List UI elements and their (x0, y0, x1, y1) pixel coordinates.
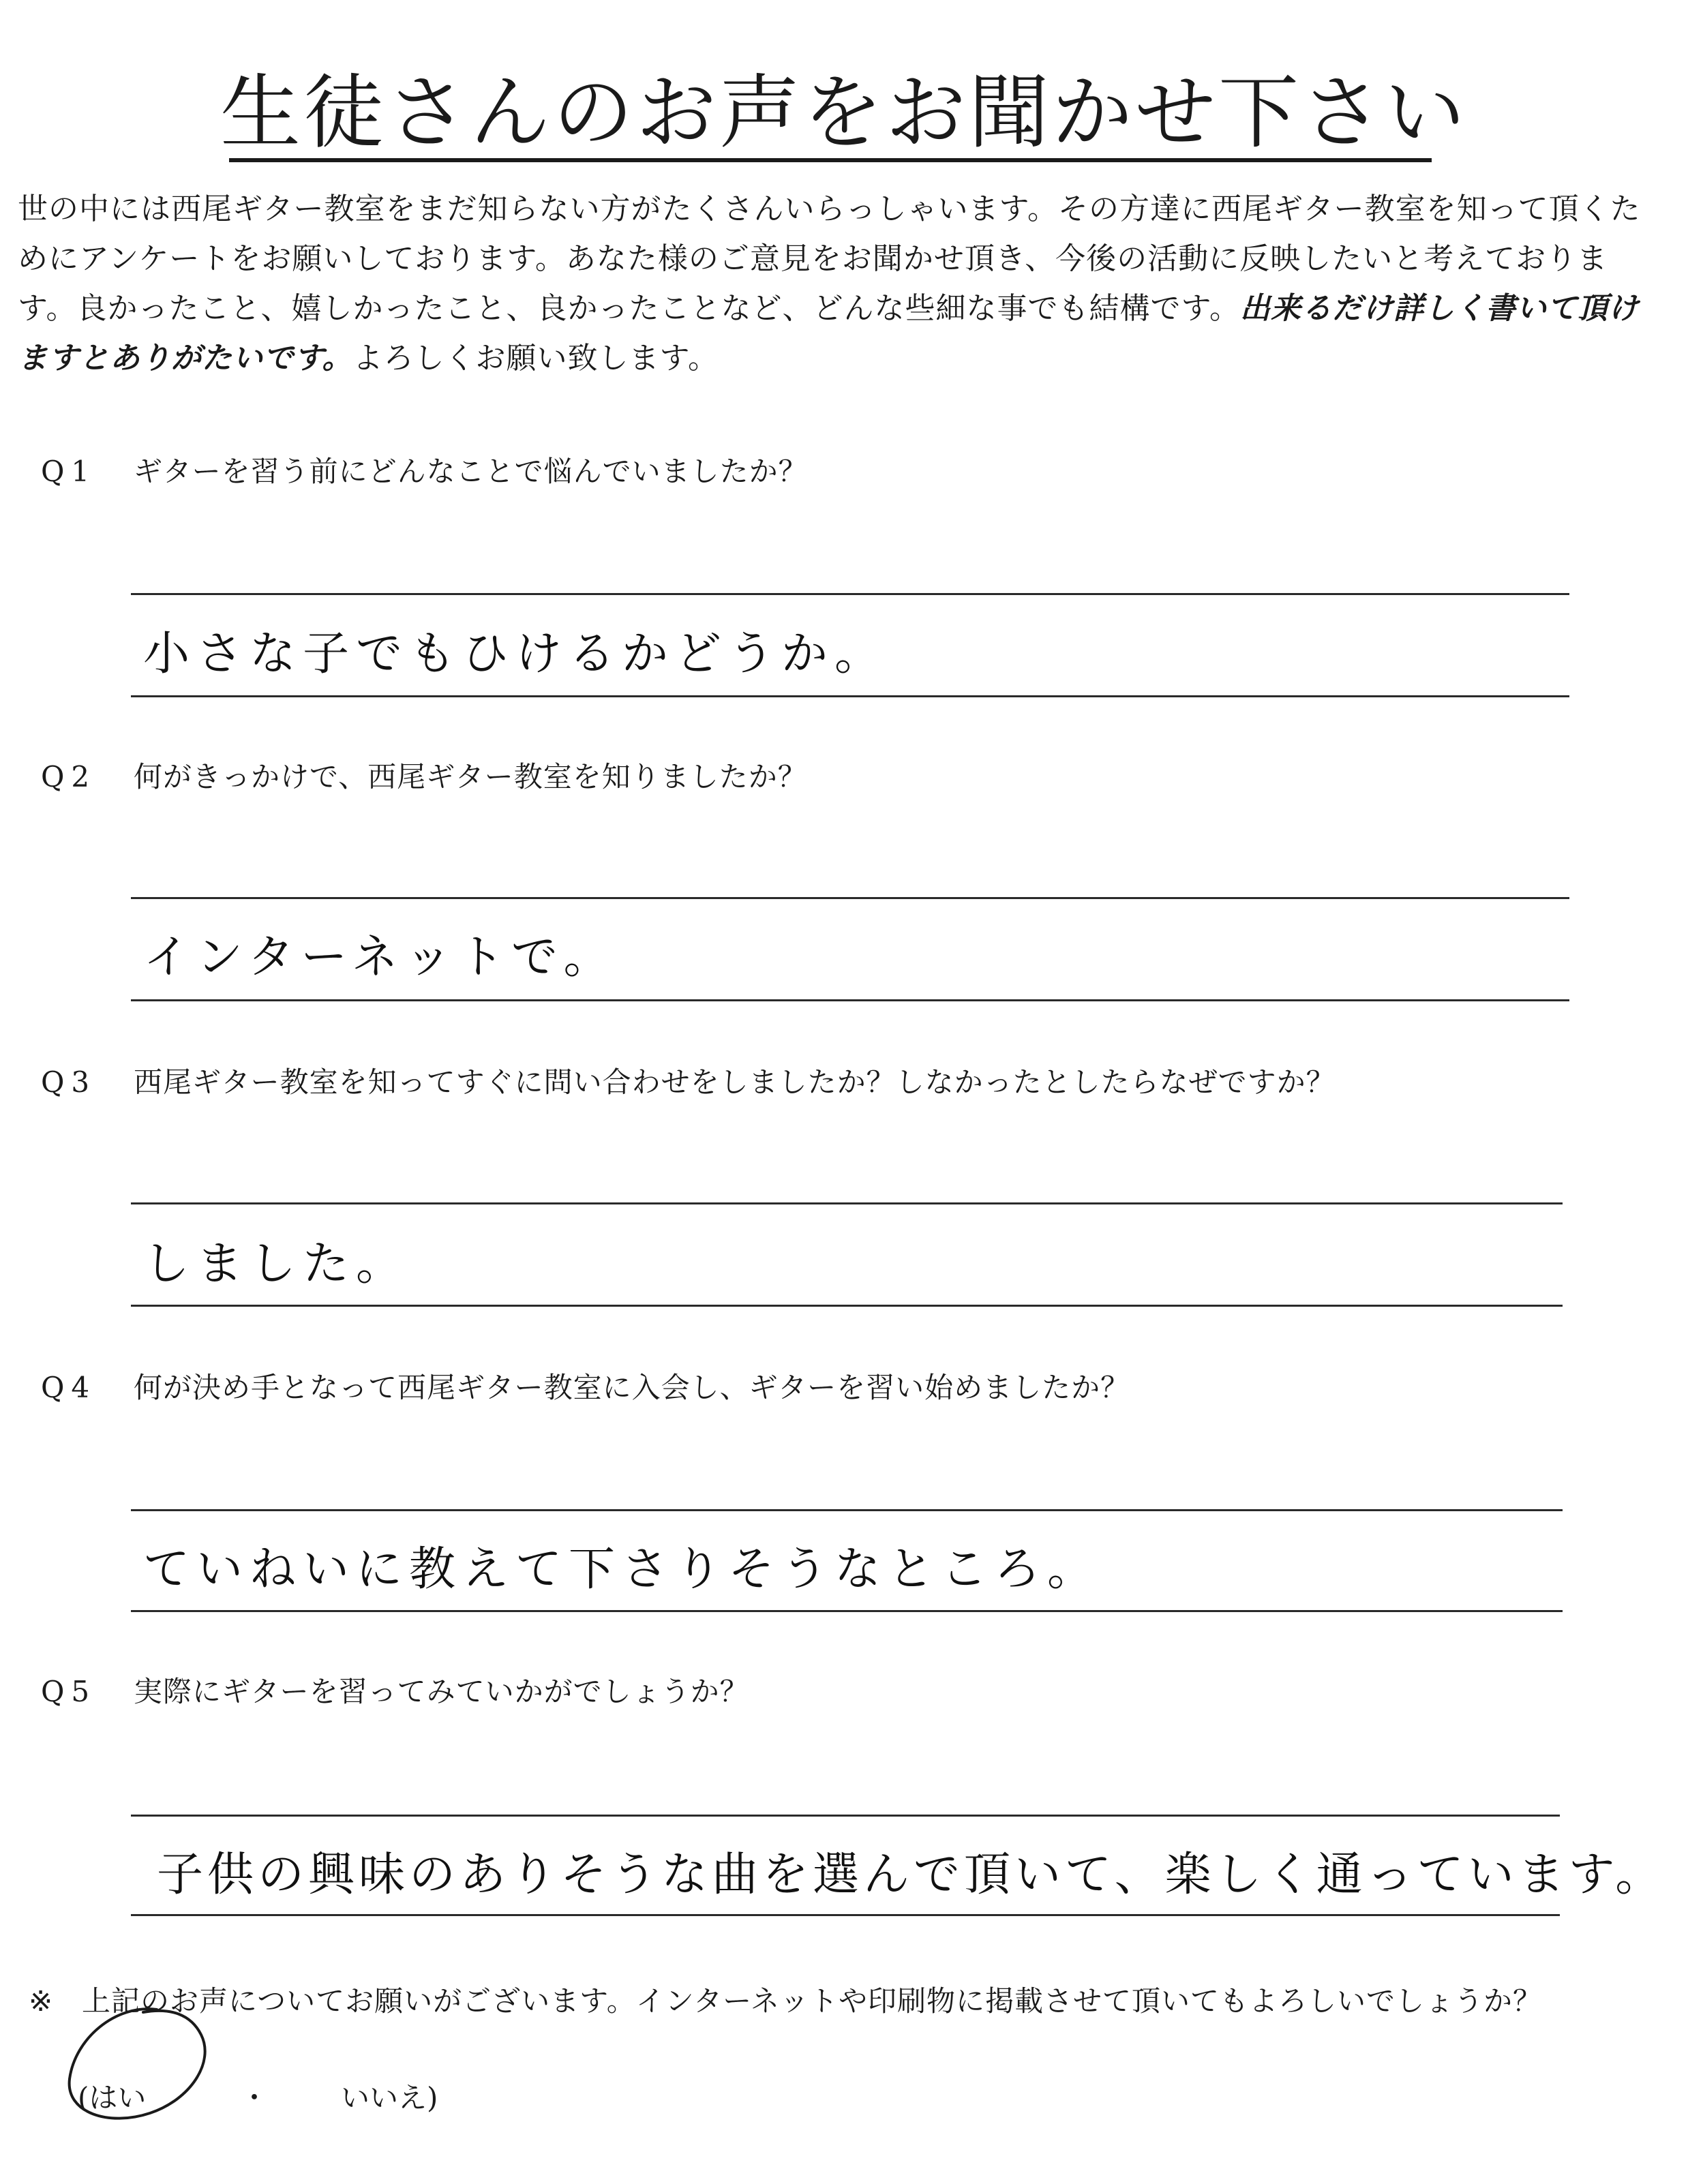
question-number: Q3 (41, 1065, 97, 1099)
handwritten-answer: しました。 (143, 1237, 410, 1291)
handwritten-answer: 小さな子でもひけるかどうか。 (143, 627, 888, 681)
answer-line (131, 695, 1569, 697)
consent-separator: ・ (240, 2081, 269, 2114)
consent-option-yes[interactable]: (はい (78, 2081, 147, 2114)
answer-line (131, 1509, 1563, 1511)
answer-line (131, 897, 1569, 899)
answer-line (131, 593, 1569, 595)
answer-line (131, 1202, 1563, 1204)
question-number: Q1 (41, 455, 97, 488)
question-number: Q5 (41, 1675, 97, 1708)
question-text: 何が決め手となって西尾ギター教室に入会し、ギターを習い始めましたか？ (134, 1371, 1130, 1404)
intro-paragraph (18, 184, 1661, 383)
answer-line (131, 1815, 1560, 1817)
handwritten-answer: ていねいに教えて下さりそうなところ。 (143, 1543, 1101, 1596)
answer-line (131, 1914, 1560, 1916)
question-text: ギターを習う前にどんなことで悩んでいましたか？ (134, 455, 808, 488)
question-text: 西尾ギター教室を知ってすぐに問い合わせをしましたか？しなかったとしたらなぜですか？ (134, 1065, 1336, 1099)
reference-mark: ※ (29, 1984, 54, 2018)
intro-text: 世の中には西尾ギター教室をまだ知らない方がたくさんいらっしゃいます。その方達に西尾ギター教室を知って頂くためにアンケートをお願いしております。あなた様のご意見をお聞かせ頂き、今後の活動に反映したいと考えております。良かったこと、嬉しかったこと、良かったことなど、どんな些細な事でも結構です。 (18, 192, 1641, 326)
question-number: Q4 (41, 1371, 97, 1404)
question-text: 何がきっかけで、西尾ギター教室を知りましたか？ (134, 760, 807, 793)
handwritten-answer: 子供の興味のありそうな曲を選んで頂いて、楽しく通っています。 (157, 1848, 1666, 1902)
notice-text: 上記のお声についてお願いがございます。インターネットや印刷物に掲載させて頂いてもよろしいでしょうか？ (82, 1984, 1543, 2018)
handwritten-answer: インターネットで。 (143, 930, 617, 984)
question-text: 実際にギターを習ってみていかがでしょうか？ (134, 1675, 749, 1708)
title-underline (229, 158, 1432, 162)
answer-line (131, 999, 1569, 1001)
page-title: 生徒さんのお声をお聞かせ下さい (220, 65, 1468, 160)
answer-line (131, 1610, 1563, 1612)
consent-option-no[interactable]: いいえ) (341, 2081, 438, 2114)
handdrawn-selection-circle (55, 1997, 232, 2134)
publication-consent-question (29, 1982, 1542, 2020)
intro-closing: よろしくお願い致します。 (352, 341, 719, 376)
answer-line (131, 1305, 1563, 1307)
intro-emphasis: 出来るだけ詳しく書いて頂けますとありがたいです。 (18, 291, 1639, 376)
question-number: Q2 (41, 760, 97, 793)
